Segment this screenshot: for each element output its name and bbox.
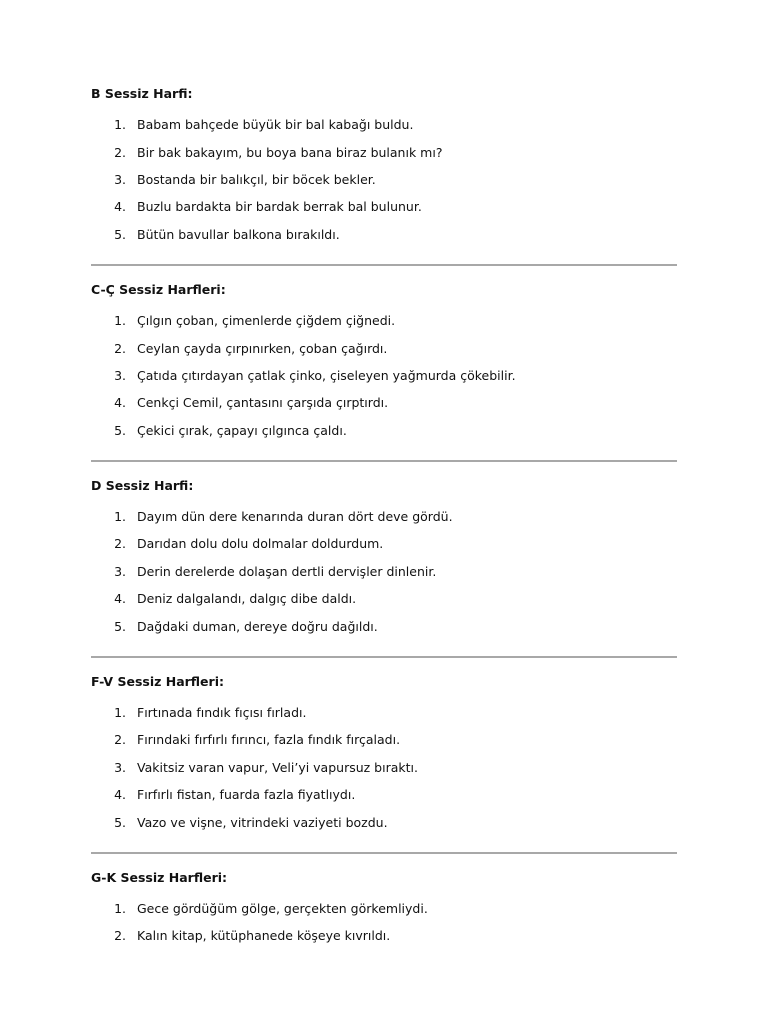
item-text: Vakitsiz varan vapur, Veli’yi vapursuz bıraktı. [137, 759, 418, 775]
item-number: 2. [114, 732, 126, 748]
item-text: Fırtınada fındık fıçısı fırladı. [137, 705, 307, 721]
item-number: 1. [114, 313, 126, 329]
section-title: F-V Sessiz Harfleri: [91, 673, 224, 689]
item-text: Darıdan dolu dolu dolmalar doldurdum. [137, 536, 384, 552]
section-title: G-K Sessiz Harfleri: [91, 869, 228, 885]
item-text: Dayım dün dere kenarında duran dört deve gördü. [137, 509, 453, 525]
exercise-section [91, 868, 677, 950]
item-text: Gece gördüğüm gölge, gerçekten görkemliydi. [137, 901, 428, 916]
list-item [91, 726, 677, 753]
item-text: Çatıda çıtırdayan çatlak çinko, çiseleyen yağmurda çökebilir. [137, 367, 516, 383]
list-item [91, 221, 677, 248]
item-number: 5. [114, 422, 126, 438]
list-item [91, 389, 677, 416]
item-text: Vazo ve vişne, vitrindeki vaziyeti bozdu. [137, 814, 388, 830]
item-number: 5. [114, 226, 126, 242]
section-title: C-Ç Sessiz Harfleri: [91, 281, 226, 297]
item-text: Buzlu bardakta bir bardak berrak bal bulunur. [137, 199, 422, 215]
item-number: 3. [114, 171, 126, 187]
section-divider [91, 460, 677, 462]
item-text: Bütün bavullar balkona bırakıldı. [137, 226, 340, 242]
list-item [91, 558, 677, 585]
list-item [91, 193, 677, 220]
list-item [91, 895, 677, 922]
item-number: 3. [114, 759, 126, 775]
item-number: 2. [114, 928, 126, 944]
item-number: 5. [114, 618, 126, 634]
list-item [91, 111, 677, 138]
sentence-list [91, 307, 677, 444]
sentence-list [91, 503, 677, 640]
item-number: 4. [114, 395, 126, 411]
item-text: Bostanda bir balıkçıl, bir böcek bekler. [137, 171, 376, 187]
item-number: 1. [114, 117, 126, 133]
item-number: 2. [114, 536, 126, 552]
item-number: 2. [114, 340, 126, 356]
section-divider [91, 852, 677, 854]
document-body [91, 84, 677, 950]
item-text: Fırfırlı fistan, fuarda fazla fiyatlıydı. [137, 787, 356, 803]
item-text: Dağdaki duman, dereye doğru dağıldı. [137, 618, 378, 634]
item-text: Fırındaki fırfırlı fırıncı, fazla fındık fırçaladı. [137, 732, 401, 748]
item-text: Kalın kitap, kütüphanede köşeye kıvrıldı. [137, 928, 391, 944]
list-item [91, 530, 677, 557]
item-number: 1. [114, 705, 126, 721]
exercise-section [91, 280, 677, 462]
section-title: B Sessiz Harfi: [91, 86, 193, 101]
exercise-section [91, 672, 677, 854]
list-item [91, 754, 677, 781]
list-item [91, 166, 677, 193]
list-item [91, 362, 677, 389]
item-text: Çekici çırak, çapayı çılgınca çaldı. [137, 422, 347, 438]
list-item [91, 781, 677, 808]
list-item [91, 808, 677, 835]
list-item [91, 503, 677, 530]
item-number: 4. [114, 199, 126, 215]
list-item [91, 922, 677, 949]
exercise-section [91, 84, 677, 266]
section-title: D Sessiz Harfi: [91, 477, 194, 493]
item-number: 1. [114, 509, 126, 525]
item-text: Cenkçi Cemil, çantasını çarşıda çırptırdı. [137, 395, 389, 411]
list-item [91, 334, 677, 361]
item-text: Babam bahçede büyük bir bal kabağı buldu. [137, 117, 414, 133]
section-divider [91, 264, 677, 266]
section-divider [91, 656, 677, 658]
item-number: 1. [114, 901, 126, 916]
item-number: 5. [114, 814, 126, 830]
item-number: 3. [114, 367, 126, 383]
item-number: 4. [114, 591, 126, 607]
list-item [91, 307, 677, 334]
sentence-list [91, 895, 677, 950]
item-number: 2. [114, 144, 126, 160]
item-text: Bir bak bakayım, bu boya bana biraz bulanık mı? [137, 144, 443, 160]
item-text: Deniz dalgalandı, dalgıç dibe daldı. [137, 591, 357, 607]
list-item [91, 138, 677, 165]
list-item [91, 417, 677, 444]
item-text: Ceylan çayda çırpınırken, çoban çağırdı. [137, 340, 388, 356]
item-text: Çılgın çoban, çimenlerde çiğdem çiğnedi. [137, 313, 396, 329]
list-item [91, 612, 677, 639]
item-number: 4. [114, 787, 126, 803]
list-item [91, 699, 677, 726]
item-text: Derin derelerde dolaşan dertli dervişler dinlenir. [137, 563, 437, 579]
sentence-list [91, 699, 677, 836]
sentence-list [91, 111, 677, 248]
item-number: 3. [114, 563, 126, 579]
list-item [91, 585, 677, 612]
exercise-section [91, 476, 677, 658]
